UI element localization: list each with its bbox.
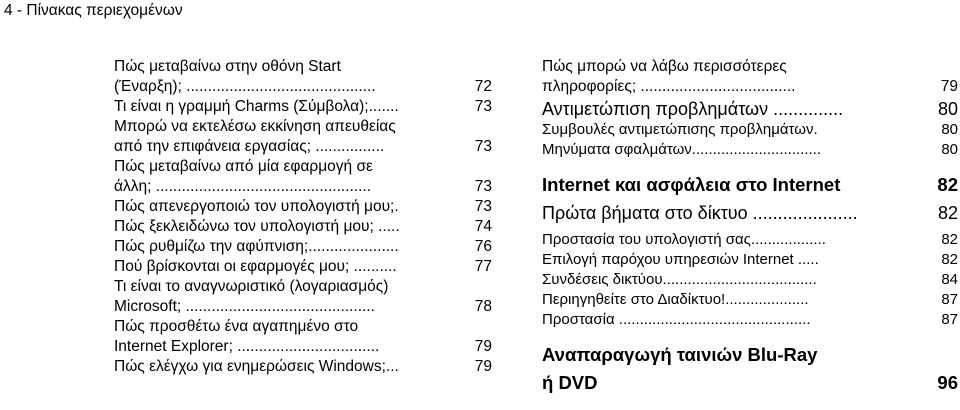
toc-section-page: 80 [937,99,958,119]
toc-entry-text: Πώς μεταβαίνω στην οθόνη Start [114,58,341,75]
toc-entry-text: (Έναρξη); ............................................ [114,78,376,95]
toc-entry-text: Περιηγηθείτε στο Διαδίκτυο!.................... [542,291,809,308]
toc-entry-page: 82 [941,231,958,248]
toc-section-troubleshooting[interactable] [542,98,958,120]
toc-entry-page: 84 [941,271,958,288]
toc-entry[interactable] [542,250,958,270]
toc-entry[interactable] [114,177,492,197]
toc-entry[interactable] [114,97,492,117]
toc-entry-page: 79 [474,338,492,355]
toc-right-column [542,57,958,396]
toc-entry[interactable] [114,337,492,357]
toc-section-text: Αντιμετώπιση προβλημάτων .............. [542,99,844,119]
toc-chapter-internet[interactable] [542,172,958,198]
toc-entry-text: Τι είναι το αναγνωριστικό (λογαριασμός) [114,278,389,295]
toc-entry-page: 77 [474,258,492,275]
toc-entry-text: από την επιφάνεια εργασίας; ................ [114,138,385,155]
toc-entry[interactable] [542,310,958,330]
toc-entry-page: 80 [941,141,958,158]
toc-entry[interactable] [114,277,492,297]
toc-entry[interactable] [542,120,958,140]
toc-entry-page: 73 [474,178,492,195]
toc-entry-text: Επιλογή παρόχου υπηρεσιών Internet ..... [542,251,819,268]
toc-entry[interactable] [542,230,958,250]
toc-entry-text: Πώς απενεργοποιώ τον υπολογιστή μου;. [114,198,399,215]
toc-entry-page: 82 [941,251,958,268]
toc-entry-text: Πώς ελέγχω για ενημερώσεις Windows;... [114,358,399,375]
toc-entry-page: 73 [474,198,492,215]
toc-chapter-text: Αναπαραγωγή ταινιών Blu-Ray [542,344,818,365]
toc-entry-page: 87 [941,311,958,328]
toc-entry-text: Πώς προσθέτω ένα αγαπημένο στο [114,318,359,335]
toc-entry-text: Τι είναι η γραμμή Charms (Σύμβολα);....... [114,98,399,115]
toc-entry-page: 80 [941,121,958,138]
header-title: 4 - Πίνακας περιεχομένων [4,2,183,19]
toc-entry-page: 79 [474,358,492,375]
toc-entry-page: 79 [940,78,958,95]
toc-entry-text: Συμβουλές αντιμετώπισης προβλημάτων. [542,121,818,138]
toc-entry-text: Πώς μπορώ να λάβω περισσότερες [542,58,787,75]
toc-entry-page: 78 [474,298,492,315]
toc-entry[interactable] [114,237,492,257]
toc-section-text: Πρώτα βήματα στο δίκτυο ..................... [542,203,858,223]
toc-entry-text: Μπορώ να εκτελέσω εκκίνηση απευθείας [114,118,396,135]
toc-entry-page: 73 [474,98,492,115]
toc-entry[interactable] [114,297,492,317]
toc-entry-text: Microsoft; ............................................ [114,298,375,315]
toc-section-first-steps[interactable] [542,202,958,224]
toc-entry-text: Προστασία του υπολογιστή σας.................. [542,231,826,248]
toc-entry[interactable] [114,217,492,237]
toc-entry-page: 73 [474,138,492,155]
toc-entry[interactable] [114,197,492,217]
toc-entry[interactable] [114,257,492,277]
toc-entry-text: Πού βρίσκονται οι εφαρμογές μου; .......... [114,258,397,275]
toc-chapter-bluray-line2[interactable] [542,370,958,396]
toc-entry[interactable] [542,270,958,290]
toc-entry[interactable] [114,57,492,77]
toc-chapter-text: Internet και ασφάλεια στο Internet [542,174,841,195]
toc-entry-text: Συνδέσεις δικτύου..................................... [542,271,817,288]
toc-entry-page: 76 [474,238,492,255]
toc-entry-page: 87 [941,291,958,308]
page-header [0,0,960,28]
toc-chapter-text: ή DVD [542,372,598,393]
toc-entry[interactable] [114,157,492,177]
toc-entry-text: άλλη; .................................................. [114,178,372,195]
toc-entry-text: Internet Explorer; ................................. [114,338,380,355]
toc-entry-page: 72 [474,78,492,95]
toc-entry[interactable] [542,57,958,77]
toc-entry[interactable] [542,290,958,310]
toc-chapter-page: 82 [937,174,958,195]
toc-section-page: 82 [937,203,958,223]
toc-entry[interactable] [114,77,492,97]
toc-entry[interactable] [114,357,492,377]
toc-entry-text: πληροφορίες; .................................... [542,78,796,95]
toc-chapter-bluray-line1[interactable] [542,342,958,368]
toc-entry[interactable] [114,317,492,337]
toc-entry[interactable] [542,77,958,97]
toc-left-column [114,57,492,377]
toc-entry[interactable] [114,137,492,157]
toc-entry-text: Πώς ρυθμίζω την αφύπνιση;..................... [114,238,399,255]
toc-entry[interactable] [542,140,958,160]
toc-entry-text: Πώς μεταβαίνω από μία εφαρμογή σε [114,158,373,175]
toc-entry-text: Πώς ξεκλειδώνω τον υπολογιστή μου; ..... [114,218,400,235]
toc-entry-text: Προστασία .............................................. [542,311,811,328]
toc-chapter-page: 96 [937,372,958,393]
toc-entry-page: 74 [474,218,492,235]
toc-entry[interactable] [114,117,492,137]
toc-entry-text: Μηνύματα σφαλμάτων............................... [542,141,821,158]
